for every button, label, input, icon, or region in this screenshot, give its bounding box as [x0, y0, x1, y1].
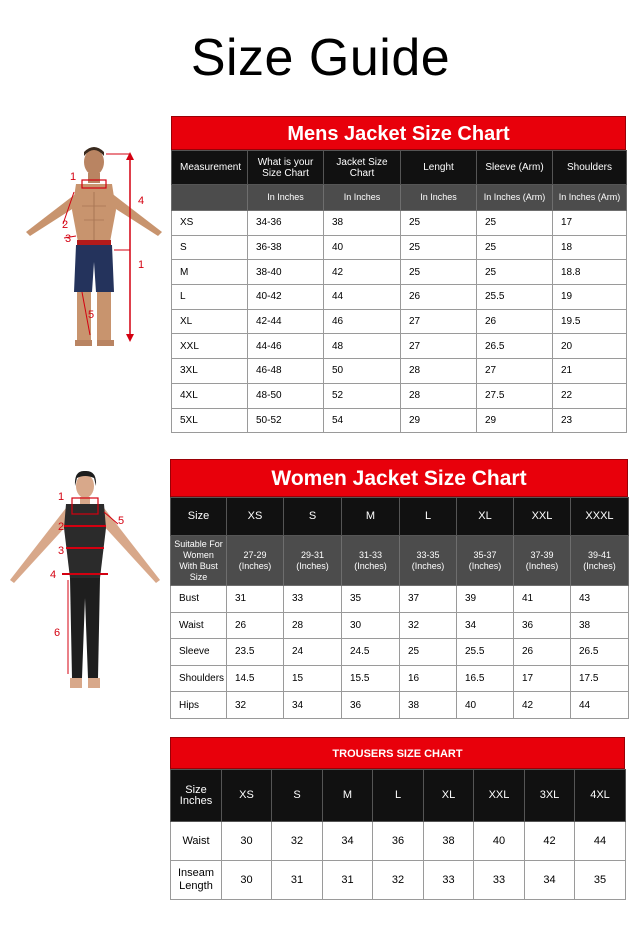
value-cell: 31	[323, 861, 373, 900]
value-cell: 38-40	[248, 260, 324, 285]
value-cell: 42	[324, 260, 401, 285]
row-label-cell: Inseam Length	[171, 861, 222, 900]
value-cell: 44	[324, 285, 401, 310]
women-header-cell: XXL	[514, 498, 571, 536]
value-cell: 28	[401, 383, 477, 408]
women-table	[170, 497, 629, 719]
table-row	[172, 309, 627, 334]
table-row	[172, 334, 627, 359]
value-cell: 15	[284, 665, 342, 692]
callout-3: 3	[58, 545, 65, 557]
value-cell: 31	[272, 861, 323, 900]
value-cell: 16.5	[457, 665, 514, 692]
row-label-cell: L	[172, 285, 248, 310]
value-cell: 41	[514, 586, 571, 613]
mens-header-cell: Jacket Size Chart	[324, 151, 401, 185]
value-cell: 38	[400, 692, 457, 719]
value-cell: 23	[553, 408, 627, 433]
row-label-cell: Bust	[171, 586, 227, 613]
value-cell: 19.5	[553, 309, 627, 334]
women-header-cell: XL	[457, 498, 514, 536]
callout-5: 5	[118, 515, 125, 527]
women-header-cell: M	[342, 498, 400, 536]
value-cell: 38	[324, 211, 401, 236]
row-label-cell: XL	[172, 309, 248, 334]
value-cell: 42	[525, 822, 575, 861]
value-cell: 34	[323, 822, 373, 861]
table-row	[171, 612, 629, 639]
callout-2: 2	[58, 521, 65, 533]
trousers-header-cell: 4XL	[575, 770, 626, 822]
value-cell: 36	[514, 612, 571, 639]
value-cell: 38	[571, 612, 629, 639]
women-subheader-cell: 29-31 (Inches)	[284, 536, 342, 586]
callout-4: 4	[50, 569, 57, 581]
women-subheader-cell: 37-39 (Inches)	[514, 536, 571, 586]
value-cell: 25	[400, 639, 457, 666]
trousers-size-chart	[170, 737, 625, 900]
value-cell: 42	[514, 692, 571, 719]
value-cell: 27.5	[477, 383, 553, 408]
female-figure-illustration	[2, 468, 168, 718]
women-header-cell: XXXL	[571, 498, 629, 536]
value-cell: 25	[477, 211, 553, 236]
women-header-cell: S	[284, 498, 342, 536]
table-row	[172, 359, 627, 384]
value-cell: 16	[400, 665, 457, 692]
value-cell: 48-50	[248, 383, 324, 408]
women-banner: Women Jacket Size Chart	[170, 459, 628, 497]
row-label-cell: XXL	[172, 334, 248, 359]
value-cell: 40	[474, 822, 525, 861]
value-cell: 44	[571, 692, 629, 719]
male-figure-illustration	[18, 140, 170, 355]
women-header-row	[171, 498, 629, 536]
value-cell: 15.5	[342, 665, 400, 692]
value-cell: 27	[401, 334, 477, 359]
table-row	[172, 260, 627, 285]
value-cell: 46	[324, 309, 401, 334]
row-label-cell: XS	[172, 211, 248, 236]
women-header-cell: L	[400, 498, 457, 536]
value-cell: 26	[477, 309, 553, 334]
value-cell: 32	[272, 822, 323, 861]
table-row	[172, 383, 627, 408]
value-cell: 25	[401, 260, 477, 285]
value-cell: 28	[401, 359, 477, 384]
women-subheader-row	[171, 536, 629, 586]
value-cell: 35	[342, 586, 400, 613]
table-row	[171, 861, 626, 900]
women-subheader-cell: 39-41 (Inches)	[571, 536, 629, 586]
value-cell: 18	[553, 235, 627, 260]
mens-subheader-cell: In Inches (Arm)	[477, 185, 553, 211]
row-label-cell: Sleeve	[171, 639, 227, 666]
value-cell: 33	[424, 861, 474, 900]
mens-banner: Mens Jacket Size Chart	[171, 116, 626, 150]
value-cell: 43	[571, 586, 629, 613]
value-cell: 36	[342, 692, 400, 719]
value-cell: 29	[477, 408, 553, 433]
value-cell: 30	[222, 861, 272, 900]
trousers-header-cell: XS	[222, 770, 272, 822]
mens-subheader-cell: In Inches	[401, 185, 477, 211]
value-cell: 30	[222, 822, 272, 861]
row-label-cell: S	[172, 235, 248, 260]
mens-subheader-row	[172, 185, 627, 211]
trousers-banner: TROUSERS SIZE CHART	[170, 737, 625, 769]
trousers-header-cell: Size Inches	[171, 770, 222, 822]
mens-header-row	[172, 151, 627, 185]
value-cell: 42-44	[248, 309, 324, 334]
women-subheader-cell: 27-29 (Inches)	[227, 536, 284, 586]
value-cell: 32	[373, 861, 424, 900]
table-row	[171, 639, 629, 666]
callout-4: 4	[138, 195, 145, 207]
value-cell: 48	[324, 334, 401, 359]
value-cell: 27	[401, 309, 477, 334]
value-cell: 36-38	[248, 235, 324, 260]
value-cell: 26	[401, 285, 477, 310]
callout-2: 2	[62, 219, 69, 231]
value-cell: 23.5	[227, 639, 284, 666]
value-cell: 25	[401, 211, 477, 236]
table-row	[172, 408, 627, 433]
value-cell: 26	[227, 612, 284, 639]
row-label-cell: 3XL	[172, 359, 248, 384]
value-cell: 34	[284, 692, 342, 719]
mens-header-cell: What is your Size Chart	[248, 151, 324, 185]
value-cell: 24.5	[342, 639, 400, 666]
value-cell: 28	[284, 612, 342, 639]
table-row	[172, 285, 627, 310]
callout-3: 3	[65, 233, 72, 245]
mens-header-cell: Lenght	[401, 151, 477, 185]
row-label-cell: Waist	[171, 612, 227, 639]
callout-1: 1	[70, 171, 77, 183]
table-row	[171, 586, 629, 613]
women-subheader-cell: 35-37 (Inches)	[457, 536, 514, 586]
value-cell: 25.5	[457, 639, 514, 666]
row-label-cell: Shoulders	[171, 665, 227, 692]
table-row	[172, 211, 627, 236]
page-title: Size Guide	[190, 29, 451, 87]
trousers-header-cell: M	[323, 770, 373, 822]
value-cell: 40	[457, 692, 514, 719]
value-cell: 25	[477, 260, 553, 285]
value-cell: 29	[401, 408, 477, 433]
table-row	[172, 235, 627, 260]
value-cell: 26	[514, 639, 571, 666]
value-cell: 40-42	[248, 285, 324, 310]
value-cell: 40	[324, 235, 401, 260]
value-cell: 50-52	[248, 408, 324, 433]
table-row	[171, 665, 629, 692]
trousers-header-row	[171, 770, 626, 822]
value-cell: 44	[575, 822, 626, 861]
value-cell: 34-36	[248, 211, 324, 236]
value-cell: 32	[227, 692, 284, 719]
trousers-header-cell: L	[373, 770, 424, 822]
value-cell: 33	[474, 861, 525, 900]
row-label-cell: 5XL	[172, 408, 248, 433]
value-cell: 50	[324, 359, 401, 384]
mens-header-cell: Measurement	[172, 151, 248, 185]
callout-1: 1	[58, 491, 65, 503]
value-cell: 24	[284, 639, 342, 666]
value-cell: 26.5	[477, 334, 553, 359]
value-cell: 33	[284, 586, 342, 613]
row-label-cell: Hips	[171, 692, 227, 719]
table-row	[171, 692, 629, 719]
mens-header-cell: Shoulders	[553, 151, 627, 185]
mens-subheader-cell	[172, 185, 248, 211]
value-cell: 37	[400, 586, 457, 613]
trousers-table	[170, 769, 626, 900]
value-cell: 27	[477, 359, 553, 384]
value-cell: 17	[514, 665, 571, 692]
callout-6: 6	[54, 627, 61, 639]
value-cell: 20	[553, 334, 627, 359]
table-row	[171, 822, 626, 861]
value-cell: 38	[424, 822, 474, 861]
value-cell: 25.5	[477, 285, 553, 310]
value-cell: 30	[342, 612, 400, 639]
row-label-cell: M	[172, 260, 248, 285]
mens-table	[171, 150, 627, 433]
value-cell: 17.5	[571, 665, 629, 692]
value-cell: 34	[525, 861, 575, 900]
row-label-cell: Waist	[171, 822, 222, 861]
value-cell: 39	[457, 586, 514, 613]
value-cell: 52	[324, 383, 401, 408]
mens-subheader-cell: In Inches	[324, 185, 401, 211]
mens-jacket-size-chart	[171, 116, 626, 433]
callout-5: 5	[88, 309, 95, 321]
value-cell: 36	[373, 822, 424, 861]
callout-1b: 1	[138, 259, 145, 271]
value-cell: 26.5	[571, 639, 629, 666]
women-subheader-cell: 33-35 (Inches)	[400, 536, 457, 586]
value-cell: 22	[553, 383, 627, 408]
row-label-cell: 4XL	[172, 383, 248, 408]
value-cell: 25	[401, 235, 477, 260]
trousers-header-cell: XL	[424, 770, 474, 822]
value-cell: 31	[227, 586, 284, 613]
trousers-header-cell: S	[272, 770, 323, 822]
value-cell: 35	[575, 861, 626, 900]
women-jacket-size-chart	[170, 459, 628, 719]
value-cell: 32	[400, 612, 457, 639]
value-cell: 14.5	[227, 665, 284, 692]
value-cell: 34	[457, 612, 514, 639]
women-header-cell: XS	[227, 498, 284, 536]
value-cell: 25	[477, 235, 553, 260]
trousers-header-cell: 3XL	[525, 770, 575, 822]
value-cell: 18.8	[553, 260, 627, 285]
mens-subheader-cell: In Inches	[248, 185, 324, 211]
value-cell: 44-46	[248, 334, 324, 359]
women-subheader-cell: Suitable For Women With Bust Size	[171, 536, 227, 586]
mens-header-cell: Sleeve (Arm)	[477, 151, 553, 185]
women-header-cell: Size	[171, 498, 227, 536]
women-subheader-cell: 31-33 (Inches)	[342, 536, 400, 586]
value-cell: 17	[553, 211, 627, 236]
value-cell: 19	[553, 285, 627, 310]
value-cell: 46-48	[248, 359, 324, 384]
value-cell: 54	[324, 408, 401, 433]
value-cell: 21	[553, 359, 627, 384]
mens-subheader-cell: In Inches (Arm)	[553, 185, 627, 211]
trousers-header-cell: XXL	[474, 770, 525, 822]
